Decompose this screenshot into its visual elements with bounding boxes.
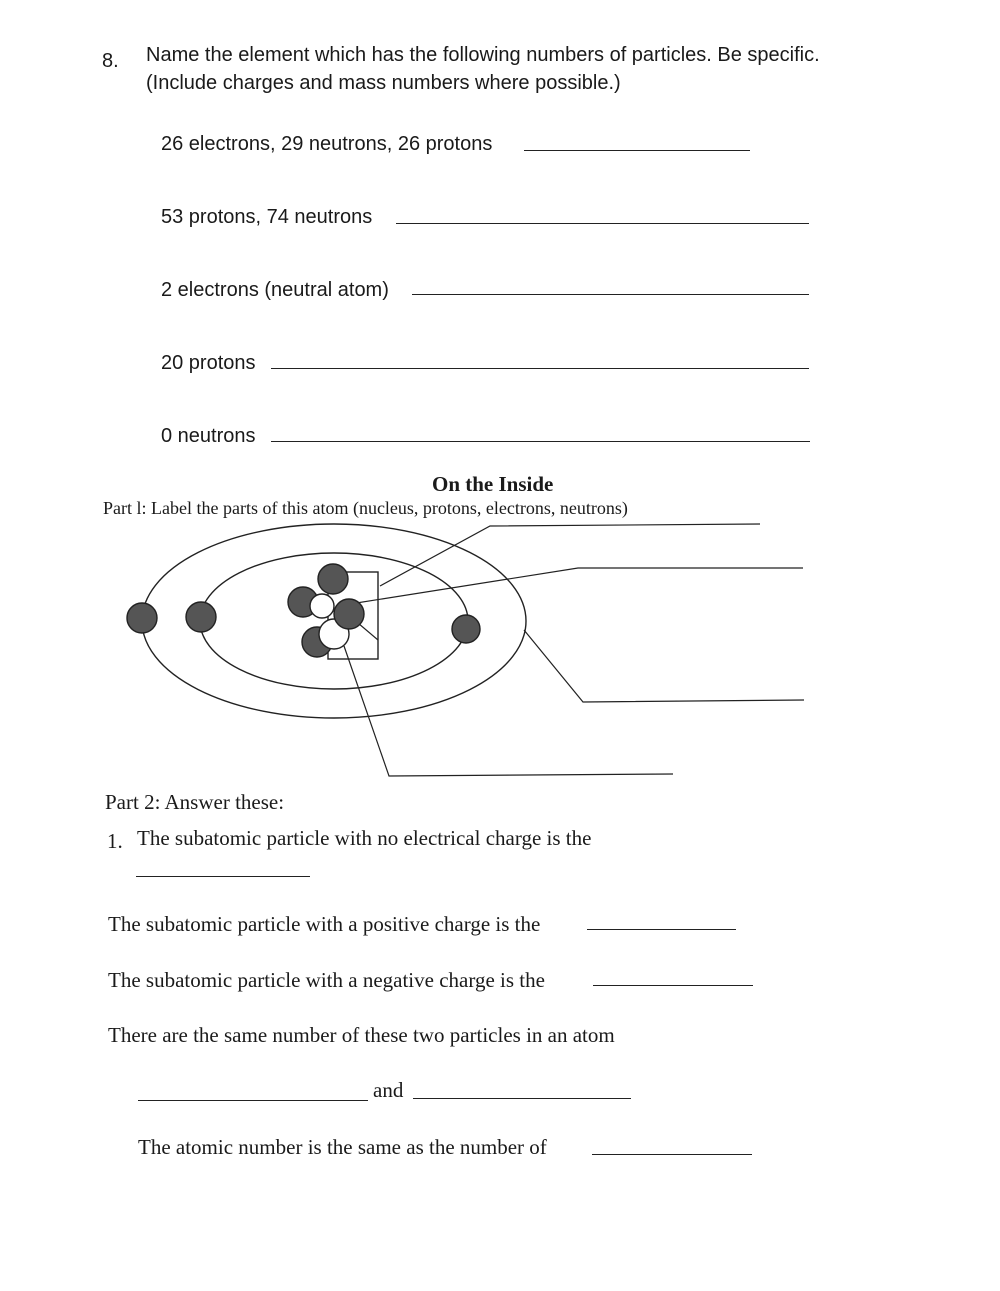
question-5-text: The atomic number is the same as the number of <box>138 1135 547 1159</box>
question-1-text: The subatomic particle with no electrical charge is the <box>137 826 592 850</box>
item-2-electrons: 2 electrons (neutral atom) <box>161 279 389 301</box>
label-blank-3[interactable] <box>583 700 804 702</box>
item-26-electrons: 26 electrons, 29 neutrons, 26 protons <box>161 133 493 155</box>
label-blank-4[interactable] <box>389 774 673 776</box>
part1-instructions: Part l: Label the parts of this atom (nucleus, protons, electrons, neutrons) <box>103 498 628 518</box>
electron-outer-left <box>127 603 157 633</box>
answer-blank-q5[interactable] <box>592 1154 752 1155</box>
question-2-text: The subatomic particle with a positive charge is the <box>108 912 541 936</box>
and-connector: and <box>373 1078 404 1102</box>
part2-heading: Part 2: Answer these: <box>105 790 285 814</box>
item-20-protons: 20 protons <box>161 352 256 374</box>
question-prompt-line1: Name the element which has the following numbers of particles. Be specific. <box>146 44 820 66</box>
label-blank-1[interactable] <box>490 524 760 526</box>
answer-blank-q1[interactable] <box>136 876 310 877</box>
electron-inner-left <box>186 602 216 632</box>
nucleus <box>288 564 364 657</box>
nucleus-particle-dark <box>318 564 348 594</box>
question-3-text: The subatomic particle with a negative charge is the <box>108 968 545 992</box>
item-0-neutrons: 0 neutrons <box>161 425 256 447</box>
electron-inner-right <box>452 615 480 643</box>
answer-blank-q4a[interactable] <box>138 1100 368 1101</box>
question-prompt-line2: (Include charges and mass numbers where possible.) <box>146 72 621 94</box>
nucleus-particle-light <box>310 594 334 618</box>
nucleus-particle-dark <box>334 599 364 629</box>
answer-blank-q3[interactable] <box>593 985 753 986</box>
section-title: On the Inside <box>432 472 554 496</box>
answer-blank-q4b[interactable] <box>413 1098 631 1099</box>
item-53-protons: 53 protons, 74 neutrons <box>161 206 373 228</box>
question-4-text: There are the same number of these two particles in an atom <box>108 1023 615 1047</box>
label-leader-lines <box>344 524 804 776</box>
question-1-number: 1. <box>107 829 123 853</box>
answer-blank-q2[interactable] <box>587 929 736 930</box>
question-number: 8. <box>102 50 119 72</box>
